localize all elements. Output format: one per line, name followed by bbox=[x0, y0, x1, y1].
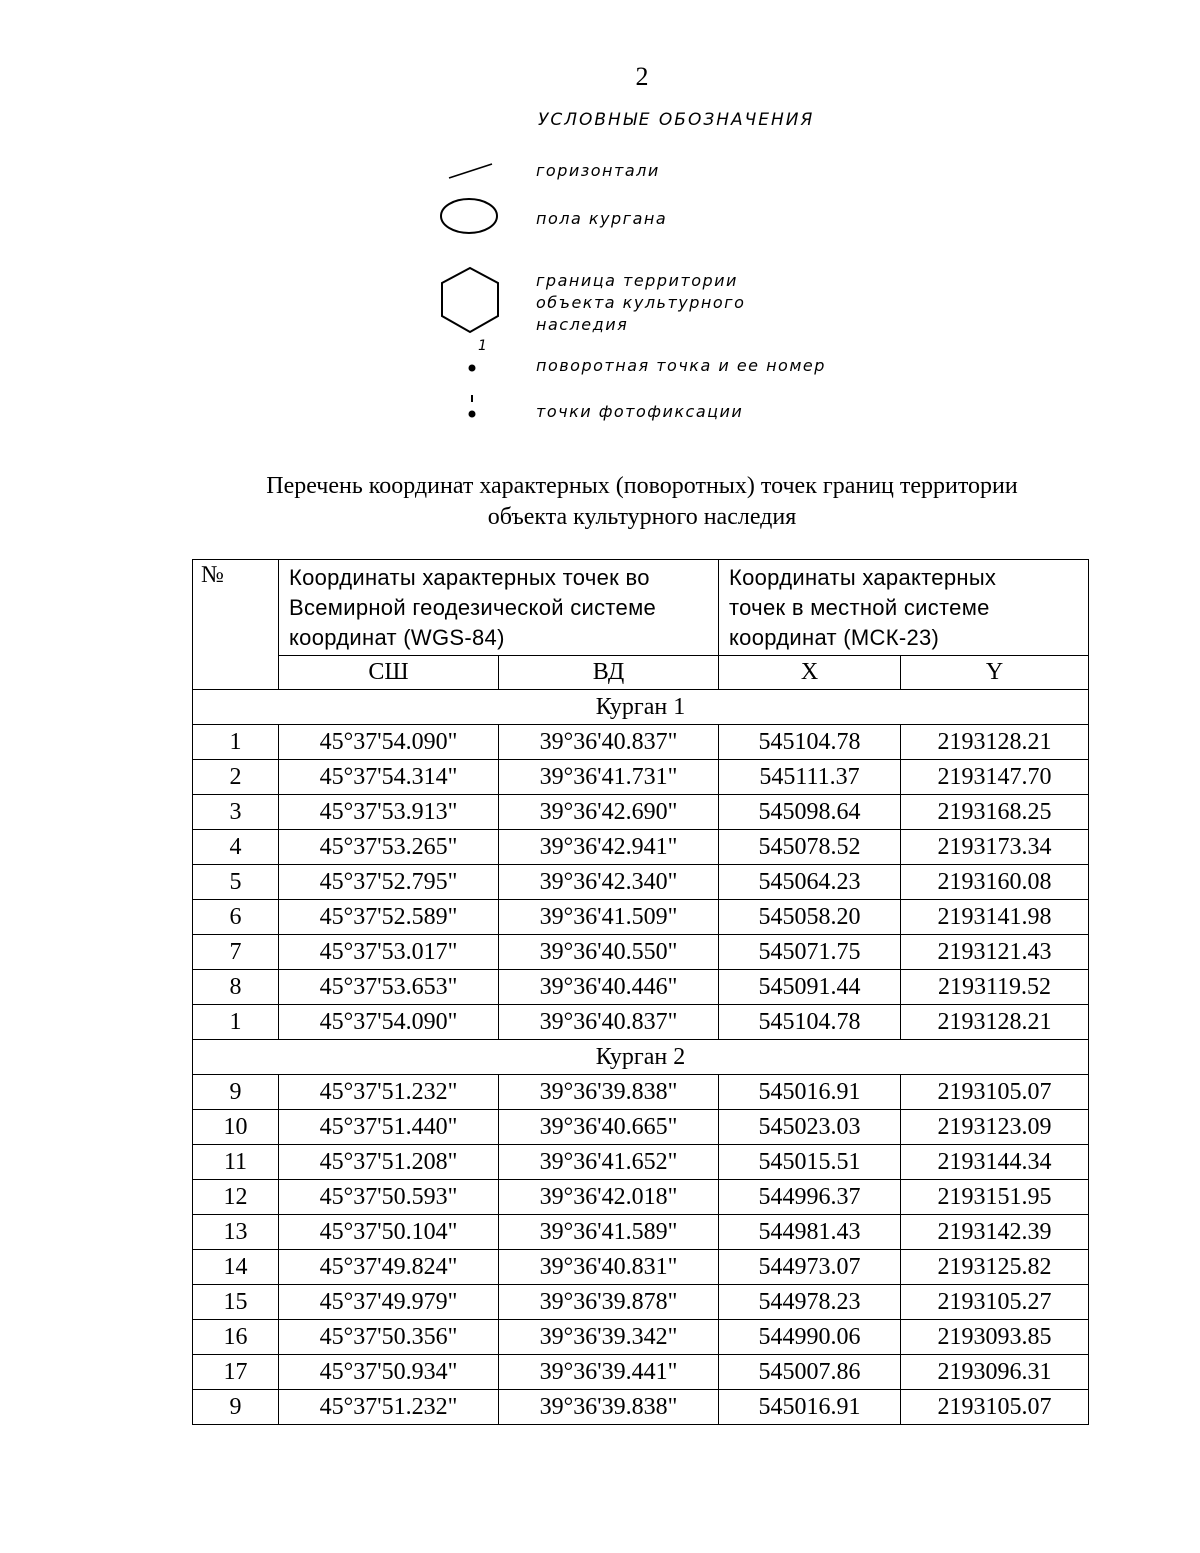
x-cell: 544978.23 bbox=[719, 1285, 901, 1320]
x-cell: 545016.91 bbox=[719, 1390, 901, 1425]
point-number-cell: 10 bbox=[193, 1110, 279, 1145]
ellipse-icon bbox=[438, 196, 502, 238]
longitude-cell: 39°36'40.837" bbox=[499, 725, 719, 760]
point-number-cell: 5 bbox=[193, 865, 279, 900]
dot-icon bbox=[462, 358, 482, 378]
latitude-cell: 45°37'49.979" bbox=[279, 1285, 499, 1320]
table-row bbox=[193, 1215, 1089, 1250]
table-row bbox=[193, 795, 1089, 830]
latitude-cell: 45°37'53.017" bbox=[279, 935, 499, 970]
longitude-cell: 39°36'42.018" bbox=[499, 1180, 719, 1215]
y-cell: 2193144.34 bbox=[901, 1145, 1089, 1180]
latitude-cell: 45°37'50.104" bbox=[279, 1215, 499, 1250]
legend-label-turning-point: поворотная точка и ее номер bbox=[536, 356, 826, 375]
latitude-cell: 45°37'54.314" bbox=[279, 760, 499, 795]
latitude-cell: 45°37'52.589" bbox=[279, 900, 499, 935]
longitude-cell: 39°36'39.878" bbox=[499, 1285, 719, 1320]
longitude-cell: 39°36'40.550" bbox=[499, 935, 719, 970]
longitude-cell: 39°36'42.941" bbox=[499, 830, 719, 865]
header-longitude: ВД bbox=[499, 656, 719, 690]
x-cell: 545058.20 bbox=[719, 900, 901, 935]
x-cell: 544973.07 bbox=[719, 1250, 901, 1285]
header-y: Y bbox=[901, 656, 1089, 690]
x-cell: 544981.43 bbox=[719, 1215, 901, 1250]
table-row bbox=[193, 1145, 1089, 1180]
y-cell: 2193168.25 bbox=[901, 795, 1089, 830]
longitude-cell: 39°36'39.838" bbox=[499, 1390, 719, 1425]
table-row bbox=[193, 970, 1089, 1005]
table-row bbox=[193, 830, 1089, 865]
latitude-cell: 45°37'50.356" bbox=[279, 1320, 499, 1355]
header-wgs84-line-1: Координаты характерных точек во bbox=[289, 565, 650, 590]
latitude-cell: 45°37'51.232" bbox=[279, 1075, 499, 1110]
longitude-cell: 39°36'39.342" bbox=[499, 1320, 719, 1355]
table-row bbox=[193, 865, 1089, 900]
longitude-cell: 39°36'41.589" bbox=[499, 1215, 719, 1250]
x-cell: 545098.64 bbox=[719, 795, 901, 830]
contour-line-icon bbox=[446, 160, 496, 182]
latitude-cell: 45°37'53.913" bbox=[279, 795, 499, 830]
legend-label-boundary-line-3: наследия bbox=[536, 315, 629, 334]
x-cell: 545007.86 bbox=[719, 1355, 901, 1390]
legend-label-mound: пола кургана bbox=[536, 209, 668, 228]
latitude-cell: 45°37'51.232" bbox=[279, 1390, 499, 1425]
point-number-cell: 8 bbox=[193, 970, 279, 1005]
table-row bbox=[193, 760, 1089, 795]
x-cell: 544990.06 bbox=[719, 1320, 901, 1355]
table-row bbox=[193, 1355, 1089, 1390]
point-number-cell: 2 bbox=[193, 760, 279, 795]
turning-point-number-label: 1 bbox=[478, 338, 487, 354]
latitude-cell: 45°37'51.440" bbox=[279, 1110, 499, 1145]
y-cell: 2193125.82 bbox=[901, 1250, 1089, 1285]
x-cell: 545071.75 bbox=[719, 935, 901, 970]
y-cell: 2193147.70 bbox=[901, 760, 1089, 795]
point-number-cell: 4 bbox=[193, 830, 279, 865]
x-cell: 545111.37 bbox=[719, 760, 901, 795]
longitude-cell: 39°36'41.652" bbox=[499, 1145, 719, 1180]
legend-label-boundary bbox=[536, 270, 745, 336]
longitude-cell: 39°36'40.837" bbox=[499, 1005, 719, 1040]
point-number-cell: 15 bbox=[193, 1285, 279, 1320]
legend-label-boundary-line-1: граница территории bbox=[536, 271, 738, 290]
x-cell: 545064.23 bbox=[719, 865, 901, 900]
y-cell: 2193105.07 bbox=[901, 1075, 1089, 1110]
section-title: Курган 1 bbox=[193, 690, 1089, 725]
longitude-cell: 39°36'39.838" bbox=[499, 1075, 719, 1110]
y-cell: 2193142.39 bbox=[901, 1215, 1089, 1250]
point-number-cell: 6 bbox=[193, 900, 279, 935]
document-title-line-1: Перечень координат характерных (поворотных) точек границ территории bbox=[266, 473, 1018, 499]
header-msk23-line-2: точек в местной системе bbox=[729, 595, 990, 620]
y-cell: 2193160.08 bbox=[901, 865, 1089, 900]
header-msk23-line-1: Координаты характерных bbox=[729, 565, 997, 590]
table-row bbox=[193, 1320, 1089, 1355]
longitude-cell: 39°36'42.340" bbox=[499, 865, 719, 900]
latitude-cell: 45°37'53.265" bbox=[279, 830, 499, 865]
latitude-cell: 45°37'49.824" bbox=[279, 1250, 499, 1285]
section-title: Курган 2 bbox=[193, 1040, 1089, 1075]
table-subheader-row bbox=[193, 656, 1089, 690]
point-number-cell: 1 bbox=[193, 1005, 279, 1040]
longitude-cell: 39°36'40.446" bbox=[499, 970, 719, 1005]
y-cell: 2193121.43 bbox=[901, 935, 1089, 970]
header-wgs84-line-3: координат (WGS-84) bbox=[289, 625, 505, 650]
point-number-cell: 14 bbox=[193, 1250, 279, 1285]
header-latitude: СШ bbox=[279, 656, 499, 690]
x-cell: 545078.52 bbox=[719, 830, 901, 865]
y-cell: 2193128.21 bbox=[901, 1005, 1089, 1040]
y-cell: 2193123.09 bbox=[901, 1110, 1089, 1145]
table-row bbox=[193, 1110, 1089, 1145]
x-cell: 544996.37 bbox=[719, 1180, 901, 1215]
legend-label-contours: горизонтали bbox=[536, 161, 660, 180]
longitude-cell: 39°36'41.731" bbox=[499, 760, 719, 795]
header-wgs84-line-2: Всемирной геодезической системе bbox=[289, 595, 657, 620]
table-row bbox=[193, 1285, 1089, 1320]
y-cell: 2193093.85 bbox=[901, 1320, 1089, 1355]
point-number-cell: 17 bbox=[193, 1355, 279, 1390]
point-number-cell: 13 bbox=[193, 1215, 279, 1250]
header-number: № bbox=[193, 560, 279, 690]
legend-label-photo-points: точки фотофиксации bbox=[536, 402, 744, 421]
y-cell: 2193105.07 bbox=[901, 1390, 1089, 1425]
x-cell: 545023.03 bbox=[719, 1110, 901, 1145]
legend-title: УСЛОВНЫЕ ОБОЗНАЧЕНИЯ bbox=[538, 110, 815, 130]
latitude-cell: 45°37'52.795" bbox=[279, 865, 499, 900]
y-cell: 2193151.95 bbox=[901, 1180, 1089, 1215]
table-row bbox=[193, 1390, 1089, 1425]
latitude-cell: 45°37'54.090" bbox=[279, 725, 499, 760]
table-row bbox=[193, 725, 1089, 760]
latitude-cell: 45°37'50.593" bbox=[279, 1180, 499, 1215]
latitude-cell: 45°37'53.653" bbox=[279, 970, 499, 1005]
longitude-cell: 39°36'40.665" bbox=[499, 1110, 719, 1145]
point-number-cell: 9 bbox=[193, 1075, 279, 1110]
longitude-cell: 39°36'42.690" bbox=[499, 795, 719, 830]
document-title bbox=[200, 471, 1084, 533]
header-msk23-line-3: координат (МСК-23) bbox=[729, 625, 940, 650]
y-cell: 2193128.21 bbox=[901, 725, 1089, 760]
point-number-cell: 1 bbox=[193, 725, 279, 760]
section-header-row bbox=[193, 690, 1089, 725]
table-row bbox=[193, 1250, 1089, 1285]
x-cell: 545015.51 bbox=[719, 1145, 901, 1180]
y-cell: 2193119.52 bbox=[901, 970, 1089, 1005]
table-row bbox=[193, 1005, 1089, 1040]
y-cell: 2193173.34 bbox=[901, 830, 1089, 865]
x-cell: 545091.44 bbox=[719, 970, 901, 1005]
hexagon-icon bbox=[436, 264, 504, 338]
longitude-cell: 39°36'40.831" bbox=[499, 1250, 719, 1285]
document-title-line-2: объекта культурного наследия bbox=[487, 504, 797, 530]
table-row bbox=[193, 900, 1089, 935]
point-number-cell: 16 bbox=[193, 1320, 279, 1355]
point-number-cell: 11 bbox=[193, 1145, 279, 1180]
y-cell: 2193141.98 bbox=[901, 900, 1089, 935]
point-number-cell: 7 bbox=[193, 935, 279, 970]
latitude-cell: 45°37'51.208" bbox=[279, 1145, 499, 1180]
table-body bbox=[193, 690, 1089, 1425]
point-number-cell: 9 bbox=[193, 1390, 279, 1425]
point-number-cell: 3 bbox=[193, 795, 279, 830]
table-header-row bbox=[193, 560, 1089, 656]
x-cell: 545104.78 bbox=[719, 1005, 901, 1040]
y-cell: 2193105.27 bbox=[901, 1285, 1089, 1320]
header-msk23 bbox=[719, 560, 1089, 656]
longitude-cell: 39°36'41.509" bbox=[499, 900, 719, 935]
table-row bbox=[193, 935, 1089, 970]
y-cell: 2193096.31 bbox=[901, 1355, 1089, 1390]
longitude-cell: 39°36'39.441" bbox=[499, 1355, 719, 1390]
point-number-cell: 12 bbox=[193, 1180, 279, 1215]
latitude-cell: 45°37'50.934" bbox=[279, 1355, 499, 1390]
header-wgs84 bbox=[279, 560, 719, 656]
x-cell: 545016.91 bbox=[719, 1075, 901, 1110]
x-cell: 545104.78 bbox=[719, 725, 901, 760]
latitude-cell: 45°37'54.090" bbox=[279, 1005, 499, 1040]
coordinates-table bbox=[192, 559, 1089, 1425]
table-row bbox=[193, 1180, 1089, 1215]
legend-label-boundary-line-2: объекта культурного bbox=[536, 293, 746, 312]
table-row bbox=[193, 1075, 1089, 1110]
page-number: 2 bbox=[635, 62, 649, 91]
header-x: X bbox=[719, 656, 901, 690]
photo-point-icon bbox=[462, 392, 482, 424]
section-header-row bbox=[193, 1040, 1089, 1075]
